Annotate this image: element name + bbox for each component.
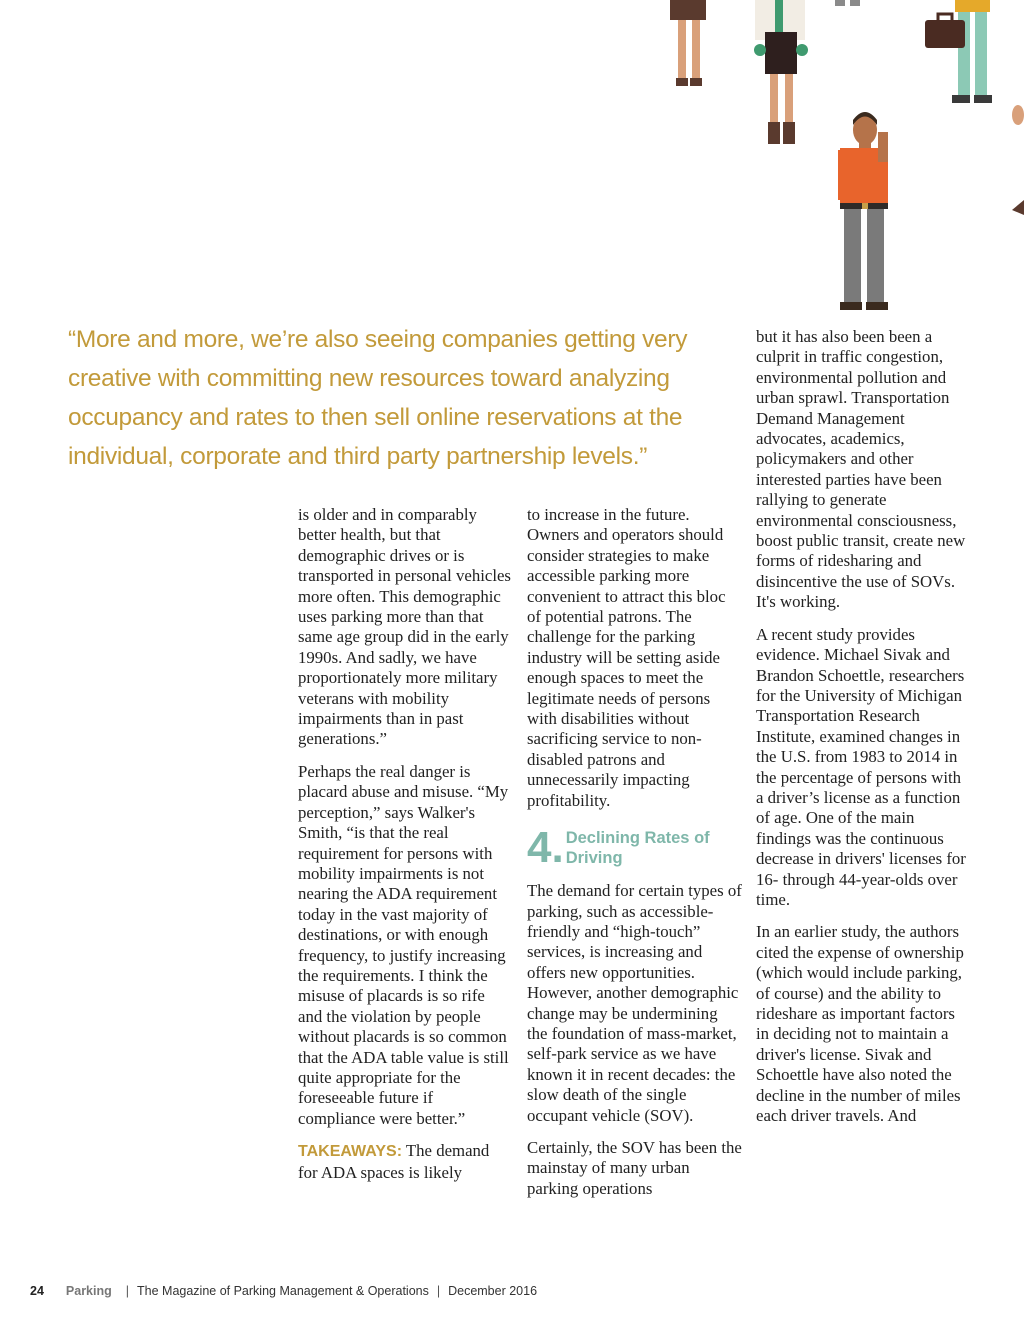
paragraph: to increase in the future. Owners and operators should consider strategies to make accessible parking more convenient to attract this bloc of potential patrons. The challenge for the parking industry will be setting aside enough spaces to meet the legitimate needs of persons with disabilities without sacrificing service to non-disabled patrons and unnecessarily impacting profitability.: [527, 505, 726, 810]
paragraph: The demand for certain types of parking, such as accessible-friendly and “high-touch” services, is increasing and offers new opportunities. However, another demographic change may be undermining the foundation of mass-market, self-park service as we have known it in recent decades: the slow death of the single occupant vehicle (SOV).: [527, 881, 742, 1125]
paragraph: is older and in comparably better health, but that demographic drives or is transported in personal vehicles more often. This demographic uses parking more than that same age group did in the early 1990s. And sadly, we have proportionately more military veterans with mobility impairments than in past generations.”: [298, 505, 511, 749]
hand-partial: [1012, 200, 1024, 215]
people-illustration: [640, 0, 1024, 315]
person-figure-phone: [838, 112, 888, 310]
magazine-subtitle: The Magazine of Parking Management & Operations: [137, 1284, 429, 1298]
footer-separator: |: [436, 1284, 441, 1298]
article-column-2: [527, 505, 742, 1211]
paragraph: Certainly, the SOV has been the mainstay of many urban parking operations: [527, 1137, 742, 1198]
paragraph: In an earlier study, the authors cited the expense of ownership (which would include parking, of course) and the ability to rideshare as important factors in deciding not to maintain a driver's license. Sivak and Schoettle have also noted the decline in the number of miles each driver travels. And: [756, 922, 964, 1126]
section-number: 4.: [527, 823, 564, 873]
magazine-name: Parking: [65, 1284, 112, 1298]
issue-date: December 2016: [448, 1284, 538, 1298]
page-footer: [30, 1282, 537, 1300]
section-title: Declining Rates of Driving: [565, 829, 710, 868]
person-figure-feet: [835, 0, 860, 6]
page-number: 24: [30, 1284, 44, 1298]
takeaways-paragraph: [298, 1141, 513, 1183]
person-partial: [1012, 105, 1024, 125]
section-heading: [527, 823, 742, 873]
article-column-1: [298, 505, 513, 1195]
person-figure-coat: [754, 0, 808, 144]
pull-quote: [68, 320, 688, 476]
footer-separator: |: [125, 1284, 130, 1298]
takeaways-text: The demand for ADA spaces is likely: [298, 1141, 490, 1182]
pull-quote-text: “More and more, we’re also seeing companies getting very creative with committing new resources toward analyzing occupancy and rates to then sell online reservations at the individual, corporate and third party partnership levels.”: [68, 326, 688, 470]
person-figure-briefcase: [925, 0, 992, 103]
article-column-3: [756, 327, 971, 1138]
paragraph: A recent study provides evidence. Michael Sivak and Brandon Schoettle, researchers for the University of Michigan Transportation Research Institute, examined changes in the U.S. from 1983 to 2014 in the percentage of persons with a driver’s license as a function of age. One of the main findings was the continuous decrease in drivers' licenses for 16- through 44-year-olds over time.: [756, 624, 966, 909]
paragraph: Perhaps the real danger is placard abuse and misuse. “My perception,” says Walker's Smith, “is that the real requirement for persons with mobility impairments is not nearing the ADA requirement today in the vast majority of destinations, or with enough frequency, to justify increasing the requirements. I think the misuse of placards is so rife and the violation by people without placards is so common that the ADA table value is still quite appropriate for the foreseeable future if compliance were better.”: [298, 761, 509, 1128]
takeaways-label: TAKEAWAYS:: [298, 1143, 403, 1161]
person-figure-skirt: [670, 0, 706, 86]
paragraph: but it has also been been a culprit in traffic congestion, environmental pollution and urban sprawl. Transportation Demand Management advocates, academics, policymakers and other interested parties have been rallying to generate environmental consciousness, boost public transit, create new forms of ridesharing and disincentive the use of SOVs. It's working.: [756, 327, 966, 612]
